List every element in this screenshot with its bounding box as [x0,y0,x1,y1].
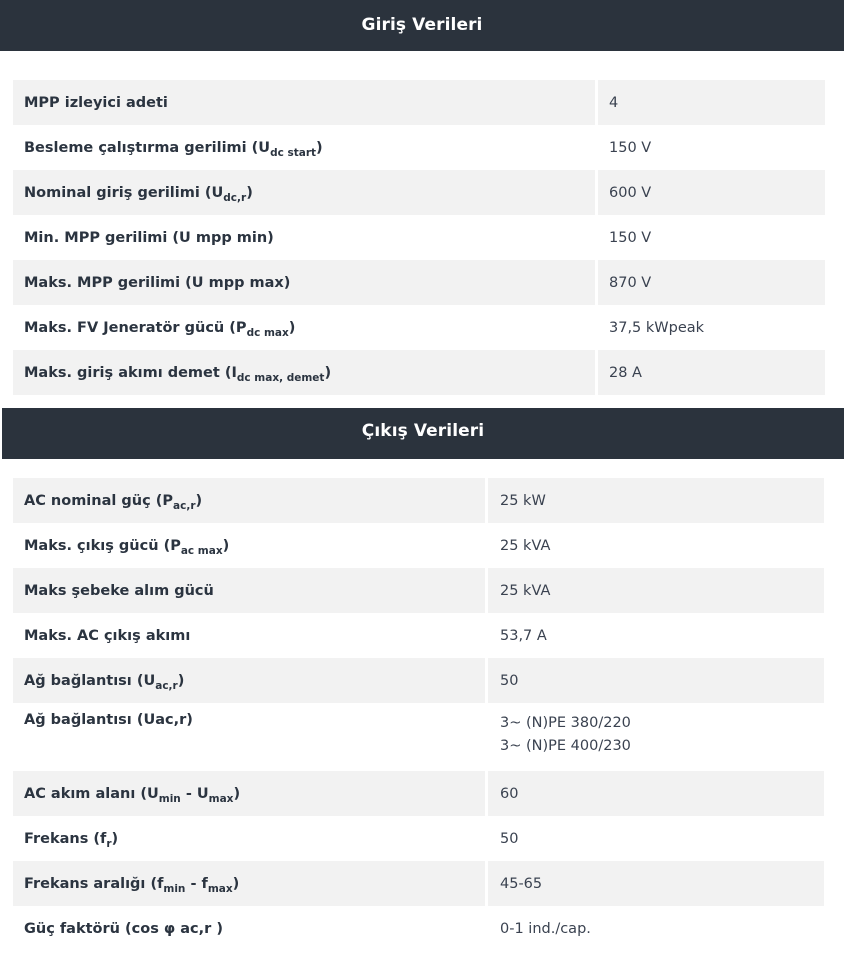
label-subscript: ac max [180,544,223,557]
spec-label: Maks. MPP gerilimi (U mpp max) [13,260,598,305]
table-row [13,305,825,350]
spec-value: 50 [488,658,824,703]
table-row [13,658,824,703]
label-subscript: max [208,792,234,805]
spec-value: 60 [488,771,824,816]
table-row [13,478,824,523]
table-row [13,771,824,816]
input-data-header [0,0,844,51]
label-subscript: max [207,882,233,895]
table-row [13,816,824,861]
spec-label: MPP izleyici adeti [13,80,598,125]
table-row [13,260,825,305]
spec-value: 25 kVA [488,568,824,613]
spec-label: Maks. çıkış gücü $(P_{ac max})$ [13,523,488,568]
spec-label: Frekans $(f_r)$ [13,816,488,861]
table-row [13,523,824,568]
spec-label: Besleme çalıştırma gerilimi $(U_{dc start})$ [13,125,598,170]
spec-value: 25 kVA [488,523,824,568]
label-subscript: dc,r [223,191,247,204]
output-data-title: Çıkış Verileri [361,421,485,441]
table-row [13,350,825,395]
output-data-header [2,408,844,459]
spec-value: 0-1 ind./cap. [488,906,824,951]
spec-label: Maks şebeke alım gücü [13,568,488,613]
label-subscript: r [106,837,112,850]
input-data-title: Giriş Verileri [361,15,483,35]
spec-value: 150 V [598,125,825,170]
table-row [13,703,824,771]
spec-label: Min. MPP gerilimi (U mpp min) [13,215,598,260]
table-row [13,125,825,170]
spec-value-line: 3~ (N)PE 400/230 [500,738,631,754]
label-subscript: dc max, demet [236,371,325,384]
spec-label: AC akım alanı $(U_{min} - U_{max})$ [13,771,488,816]
spec-value: 53,7 A [488,613,824,658]
spec-value: 45-65 [488,861,824,906]
input-data-table [13,80,825,395]
output-data-table [13,478,824,951]
label-subscript: min [158,792,181,805]
label-subscript: ac,r [155,679,178,692]
spec-value-line: 3~ (N)PE 380/220 [500,715,631,731]
spec-value: 37,5 kWpeak [598,305,825,350]
table-row [13,568,824,613]
spec-label: Maks. AC çıkış akımı [13,613,488,658]
spec-label: Maks. FV Jeneratör gücü $(P_{dc max})$ [13,305,598,350]
spec-label: Maks. giriş akımı demet $(I_{dc max, demet})$ [13,350,598,395]
table-row [13,906,824,951]
label-subscript: ac,r [173,499,196,512]
table-row [13,613,824,658]
spec-value: 150 V [598,215,825,260]
spec-label: Frekans aralığı $(f_{min} - f_{max})$ [13,861,488,906]
label-subscript: min [163,882,186,895]
table-row [13,215,825,260]
spec-value: 4 [598,80,825,125]
table-row [13,80,825,125]
table-row [13,861,824,906]
spec-value: 28 A [598,350,825,395]
spec-value: 600 V [598,170,825,215]
spec-value [488,703,824,771]
spec-label: Nominal giriş gerilimi $(U_{dc,r})$ [13,170,598,215]
label-subscript: dc max [246,326,289,339]
spec-value: 870 V [598,260,825,305]
spec-value: 25 kW [488,478,824,523]
table-row [13,170,825,215]
label-subscript: dc start [270,146,317,159]
spec-label: AC nominal güç $(P_{ac,r})$ [13,478,488,523]
spec-label: Ağ bağlantısı $(U_{ac,r})$ [13,658,488,703]
spec-value: 50 [488,816,824,861]
spec-label: Güç faktörü (cos φ ac,r ) [13,906,488,951]
spec-label: Ağ bağlantısı (Uac,r) [13,703,488,771]
